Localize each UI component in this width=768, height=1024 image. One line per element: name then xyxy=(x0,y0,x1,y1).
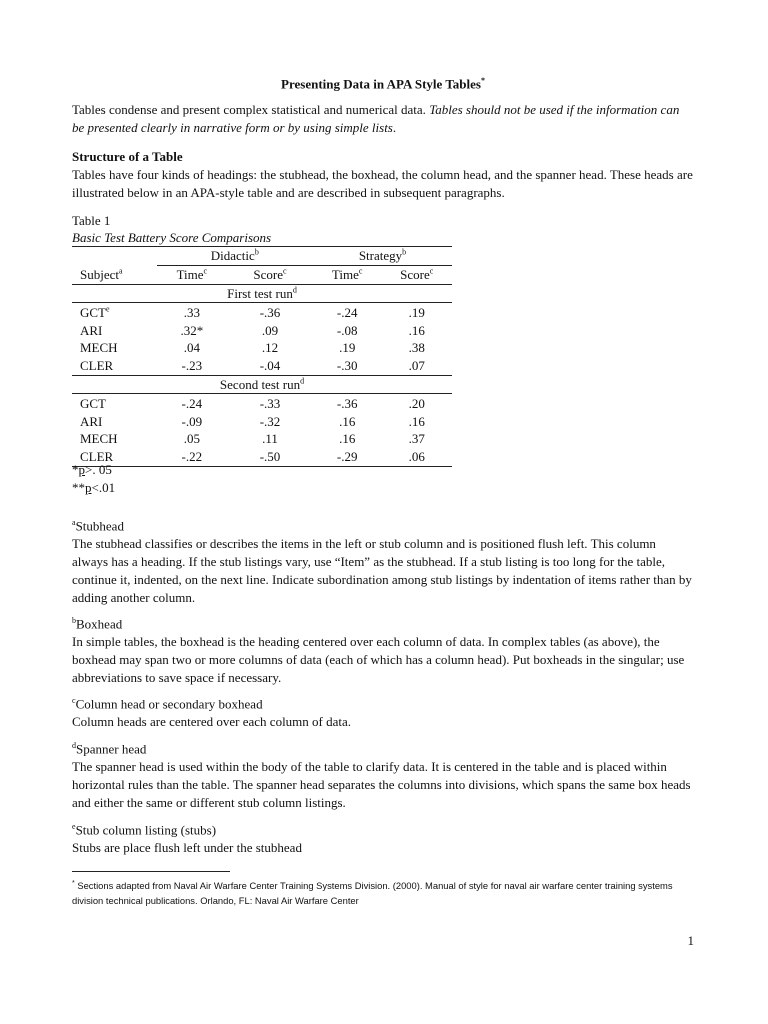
stub-cell: MECH xyxy=(80,340,118,356)
value-cell: -.32 xyxy=(259,413,281,429)
value-cell: -.22 xyxy=(157,448,227,466)
stub-cell: ARI xyxy=(80,322,103,338)
table-group-second xyxy=(72,375,452,466)
section-body: In simple tables, the boxhead is the heading centered over each column of data. In complex tables (as above), the boxhead may span two or more columns of data (each of which has a column head). Put boxheads in the singular; use abbreviations to save space if necessary. xyxy=(72,634,685,686)
value-cell: -.29 xyxy=(313,448,381,466)
table-row xyxy=(72,303,452,321)
intro-paragraph xyxy=(72,101,694,137)
section-body: Stubs are place flush left under the stubhead xyxy=(72,840,302,856)
footnote-separator xyxy=(72,871,230,872)
document-page xyxy=(72,0,694,1024)
structure-section xyxy=(72,148,694,202)
title-footnote-mark: * xyxy=(480,76,485,85)
table-row xyxy=(72,412,452,430)
intro-end: . xyxy=(392,120,397,135)
value-cell: .16 xyxy=(408,413,425,429)
section-column-head xyxy=(72,692,694,731)
value-cell: .05 xyxy=(183,431,200,447)
value-cell: .06 xyxy=(381,448,452,466)
table-notes xyxy=(72,461,115,497)
value-cell: .33 xyxy=(183,304,200,320)
value-cell: .16 xyxy=(339,431,356,447)
section-stubhead xyxy=(72,514,694,607)
value-cell: .11 xyxy=(262,431,278,447)
colhead-time-2: Time$^c$ xyxy=(313,265,381,284)
table-group-first xyxy=(72,284,452,375)
structure-heading: Structure of a Table xyxy=(72,149,183,164)
section-heading: $^a$Stubhead xyxy=(72,518,124,534)
value-cell: .20 xyxy=(408,395,425,411)
structure-body: Tables have four kinds of headings: the stubhead, the boxhead, the column head, and the spanner head. These heads are illustrated below in an APA-style table and are described in subsequent paragraphs. xyxy=(72,167,693,200)
value-cell: -.30 xyxy=(336,358,358,374)
stubhead: Subject$^a$ xyxy=(72,265,157,284)
value-cell: -.50 xyxy=(227,448,313,466)
page-title xyxy=(72,72,694,93)
value-cell: -.24 xyxy=(336,304,358,320)
boxhead-didactic: Didactic$^b$ xyxy=(157,247,313,266)
stub-cell: CLER xyxy=(72,448,157,466)
spanner-head-first: First test run$^d$ xyxy=(72,284,452,303)
page-number: 1 xyxy=(687,933,694,948)
boxhead-row xyxy=(72,247,452,266)
section-heading: $^b$Boxhead xyxy=(72,616,123,632)
table-row xyxy=(72,394,452,412)
table-note: *p>. 05 xyxy=(72,462,112,477)
spanner-row xyxy=(72,284,452,303)
table-row xyxy=(72,448,452,466)
value-cell: .16 xyxy=(408,322,425,338)
value-cell: -.04 xyxy=(259,358,281,374)
title-text: Presenting Data in APA Style Tables xyxy=(281,76,481,92)
table-note: **p<.01 xyxy=(72,480,116,495)
value-cell: -.24 xyxy=(181,395,203,411)
colhead-score-1: Score$^c$ xyxy=(227,265,313,284)
value-cell: .16 xyxy=(339,413,356,429)
colhead-row xyxy=(72,265,452,284)
colhead-score-2: Score$^c$ xyxy=(381,265,452,284)
value-cell: .12 xyxy=(261,340,279,356)
value-cell: .32* xyxy=(180,322,204,338)
intro-plain: Tables condense and present complex statistical and numerical data. xyxy=(72,102,430,117)
value-cell: -.08 xyxy=(336,322,358,338)
table-row xyxy=(72,430,452,448)
stub-cell: CLER xyxy=(80,358,114,374)
stub-cell: GCT xyxy=(80,395,106,411)
value-cell: .07 xyxy=(408,358,425,374)
table-row xyxy=(72,339,452,357)
value-cell: -.36 xyxy=(259,304,281,320)
section-body: Column heads are centered over each column of data. xyxy=(72,714,352,730)
value-cell: -.23 xyxy=(181,358,203,374)
table-row xyxy=(72,357,452,375)
value-cell: .19 xyxy=(408,304,425,320)
stub-cell: ARI xyxy=(80,413,103,429)
stub-cell: GCT$^e$ xyxy=(80,304,110,320)
value-cell: .38 xyxy=(408,340,425,356)
section-body: The stubhead classifies or describes the items in the left or stub column and is positioned flush left. This column always has a heading. If the stub listings vary, use “Item” as the stubhead. If a stub listing is too long for the table, continue it, indented, on the next line. Indicate subordination among stub listings by indentation of items rather than by adding another column. xyxy=(72,536,692,606)
value-cell: -.33 xyxy=(259,395,281,411)
table-caption: Basic Test Battery Score Comparisons xyxy=(72,230,272,245)
footnote: * Sections adapted from Naval Air Warfare Center Training Systems Division. (2000). Manual of style for naval air warfare center training systems division technical publications. Orlando, FL: Naval Air Warfare Center xyxy=(72,880,673,907)
spanner-head-second: Second test run$^d$ xyxy=(72,375,452,394)
value-cell: -.09 xyxy=(181,413,203,429)
section-heading: $^d$Spanner head xyxy=(72,741,147,757)
value-cell: .19 xyxy=(339,340,356,356)
stub-cell: MECH xyxy=(80,431,118,447)
section-stubs xyxy=(72,818,694,857)
value-cell: .04 xyxy=(183,340,200,356)
boxhead-strategy: Strategy$^b$ xyxy=(313,247,452,266)
section-heading: $^e$Stub column listing (stubs) xyxy=(72,822,217,838)
value-cell: -.36 xyxy=(336,395,358,411)
section-body: The spanner head is used within the body of the table to clarify data. It is centered in the table and is placed within horizontal rules than the table. The spanner head separates the columns into divisions, which spans the same box heads and either the same or different stub column listings. xyxy=(72,759,691,811)
section-heading: $^c$Column head or secondary boxhead xyxy=(72,696,263,712)
spanner-row xyxy=(72,375,452,394)
value-cell: .37 xyxy=(408,431,425,447)
apa-table xyxy=(72,246,452,467)
table-row xyxy=(72,321,452,339)
value-cell: .09 xyxy=(261,322,279,338)
intro-italic: Tables should not be used if the information can be presented clearly in narrative form or by using simple lists xyxy=(72,102,680,135)
colhead-time-1: Time$^c$ xyxy=(157,265,227,284)
table-label: Table 1 xyxy=(72,213,111,228)
section-boxhead xyxy=(72,612,694,687)
section-spanner-head xyxy=(72,737,694,812)
